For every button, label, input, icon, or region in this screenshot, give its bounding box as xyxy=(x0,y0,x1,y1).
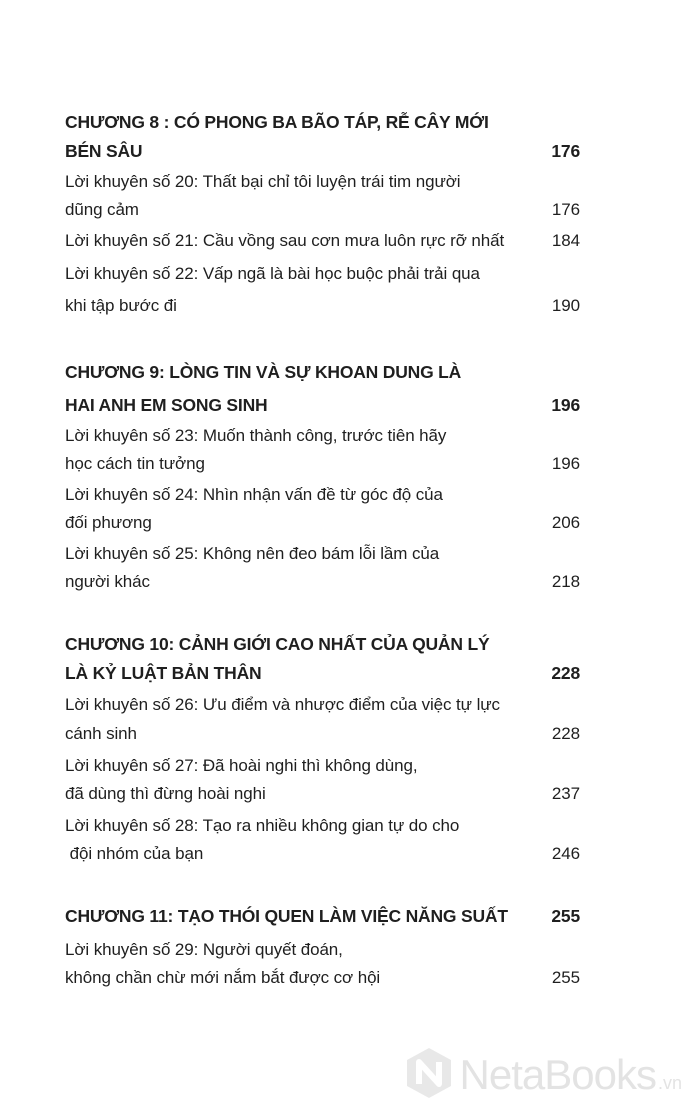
advice-23-line-2: học cách tin tưởng 196 xyxy=(65,454,580,473)
netabooks-watermark xyxy=(404,1048,682,1102)
advice-28-line-1: Lời khuyên số 28: Tạo ra nhiều không gian tự do cho xyxy=(65,816,460,835)
advice-27-page: 237 xyxy=(551,784,580,803)
advice-26-line-2: cánh sinh 228 xyxy=(65,724,580,743)
chapter-9-title-line-2: HAI ANH EM SONG SINH 196 xyxy=(65,395,580,415)
advice-23-line-1: Lời khuyên số 23: Muốn thành công, trước tiên hãy xyxy=(65,426,447,445)
advice-23-page: 196 xyxy=(551,454,580,473)
advice-24-line-2: đối phương 206 xyxy=(65,513,580,532)
chapter-8-title-line-2: BÉN SÂU 176 xyxy=(65,141,580,161)
advice-26-page: 228 xyxy=(551,724,580,743)
chapter-10-title-line-1: CHƯƠNG 10: CẢNH GIỚI CAO NHẤT CỦA QUẢN LÝ xyxy=(65,634,490,654)
advice-25-line-1: Lời khuyên số 25: Không nên đeo bám lỗi lầm của xyxy=(65,544,440,563)
chapter-9-title-line-1: CHƯƠNG 9: LÒNG TIN VÀ SỰ KHOAN DUNG LÀ xyxy=(65,362,462,382)
advice-20-line-2: dũng cảm 176 xyxy=(65,200,580,219)
netabooks-logo-icon xyxy=(404,1046,454,1105)
advice-24-page: 206 xyxy=(551,513,580,532)
advice-20-page: 176 xyxy=(551,200,580,219)
watermark-brand: NetaBooks xyxy=(459,1051,656,1098)
chapter-8-page: 176 xyxy=(551,141,580,161)
chapter-11-page: 255 xyxy=(551,906,580,926)
chapter-10-page: 228 xyxy=(551,663,580,683)
advice-25-page: 218 xyxy=(551,572,580,591)
advice-28-page: 246 xyxy=(551,844,580,863)
advice-28-line-2: đội nhóm của bạn 246 xyxy=(65,844,580,863)
advice-27-line-2: đã dùng thì đừng hoài nghi 237 xyxy=(65,784,580,803)
advice-21-line-1: Lời khuyên số 21: Cầu vồng sau cơn mưa luôn rực rỡ nhất 184 xyxy=(65,231,580,250)
advice-22-page: 190 xyxy=(551,296,580,315)
advice-22-line-2: khi tập bước đi 190 xyxy=(65,296,580,315)
chapter-9-page: 196 xyxy=(551,395,580,415)
chapter-10-title-line-2: LÀ KỶ LUẬT BẢN THÂN 228 xyxy=(65,663,580,683)
advice-25-line-2: người khác 218 xyxy=(65,572,580,591)
advice-29-line-1: Lời khuyên số 29: Người quyết đoán, xyxy=(65,940,343,959)
chapter-11-title-line-1: CHƯƠNG 11: TẠO THÓI QUEN LÀM VIỆC NĂNG SUẤT 255 xyxy=(65,906,580,926)
advice-26-line-1: Lời khuyên số 26: Ưu điểm và nhược điểm của việc tự lực xyxy=(65,695,500,714)
advice-27-line-1: Lời khuyên số 27: Đã hoài nghi thì không dùng, xyxy=(65,756,418,775)
advice-29-line-2: không chần chừ mới nắm bắt được cơ hội 255 xyxy=(65,968,580,987)
advice-20-line-1: Lời khuyên số 20: Thất bại chỉ tôi luyện trái tim người xyxy=(65,172,461,191)
advice-22-line-1: Lời khuyên số 22: Vấp ngã là bài học buộc phải trải qua xyxy=(65,264,480,283)
advice-24-line-1: Lời khuyên số 24: Nhìn nhận vấn đề từ góc độ của xyxy=(65,485,443,504)
watermark-suffix: .vn xyxy=(657,1073,682,1093)
advice-21-page: 184 xyxy=(551,231,580,250)
chapter-8-title-line-1: CHƯƠNG 8 : CÓ PHONG BA BÃO TÁP, RỄ CÂY MỚI xyxy=(65,112,489,132)
advice-29-page: 255 xyxy=(551,968,580,987)
